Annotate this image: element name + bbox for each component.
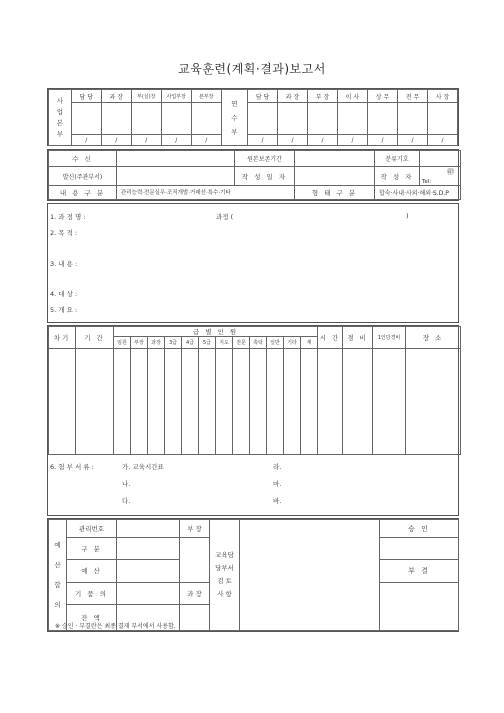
grade-cell[interactable] [250,349,267,455]
grade-col: 과장 [148,337,165,349]
contents-line[interactable]: 3. 내 용 : [50,260,78,268]
signature-cell[interactable] [338,103,368,135]
grade-cell[interactable] [301,349,318,455]
signature-cell[interactable] [278,103,308,135]
footnote: ※ 승인 · 부결란은 최종 결재 부서에서 사용함. [55,623,176,630]
signature-cell[interactable] [131,103,161,135]
attachment-item[interactable]: 마. [273,480,282,488]
date-cell[interactable]: / [368,135,398,146]
col-header: 부 장 [308,90,338,103]
writer-field[interactable] [420,167,461,185]
grade-cell[interactable] [165,349,182,455]
date-cell[interactable]: / [101,135,131,146]
grade-col: 촉탁 [250,337,267,349]
content-type-label: 내 용 구 분 [49,185,117,199]
review-line: 검 토 [217,577,232,585]
label-char: 의 [54,601,61,609]
target-line[interactable]: 4. 대 상 : [50,290,78,298]
label-char: 수 [231,113,238,122]
place-header: 장 소 [406,327,461,349]
review-line: 교육담 [215,551,234,559]
label-char: 연 [231,99,238,108]
grade-cell[interactable] [131,349,148,455]
attachments-block [47,455,459,516]
signature-cell[interactable] [368,103,398,135]
place-cell[interactable] [406,349,461,455]
col-header: 사 장 [427,90,457,103]
date-cell[interactable]: / [71,135,101,146]
grade-col: 일반 [267,337,284,349]
hours-header: 시 간 [318,327,343,349]
signature-cell[interactable] [161,103,191,135]
grade-cell[interactable] [114,349,131,455]
grade-col: 지도 [216,337,233,349]
attachments-label: 6. 첨 부 서 류 : [50,463,94,471]
sender-label: 발신(주관부서) [49,167,117,185]
budget-side-label [49,520,67,631]
grade-col: 3급 [165,337,182,349]
grade-table [47,325,459,455]
approval-left-label [49,90,72,146]
date-cell[interactable]: / [338,135,368,146]
grade-cell[interactable] [216,349,233,455]
dept-head-label: 부 장 [180,520,210,538]
signature-cell[interactable] [308,103,338,135]
dept-head-sign[interactable] [180,538,210,582]
grade-col: 기타 [284,337,301,349]
review-line: 사 항 [217,590,232,598]
grade-cell[interactable] [182,349,199,455]
course-name-mid[interactable]: 과정 ( [216,213,234,221]
review-field[interactable] [240,520,380,631]
cost-cell[interactable] [343,349,373,455]
recipient-label: 수 신 [49,151,117,167]
budget-row-field[interactable] [117,520,180,538]
approval-right-label [221,90,247,146]
signature-cell[interactable] [398,103,428,135]
date-cell[interactable]: / [248,135,278,146]
grade-col: 계 [301,337,318,349]
grade-cell[interactable] [267,349,284,455]
section-head-label: 과 장 [180,582,210,604]
signature-cell[interactable] [191,103,221,135]
document-title: 교육훈련(계획·결과)보고서 [178,62,326,76]
attachment-item[interactable]: 바. [273,497,282,505]
attachment-item[interactable]: 나. [122,480,131,488]
col-header: 상 무 [368,90,398,103]
grade-col: 전문 [233,337,250,349]
class-field[interactable] [420,151,461,167]
attachment-item[interactable]: 다. [122,497,131,505]
col-header: 전 무 [398,90,428,103]
date-field[interactable] [295,167,375,185]
review-line: 당부서 [215,564,234,572]
date-cell[interactable]: / [398,135,428,146]
overview-line[interactable]: 5. 개 요 : [50,306,78,314]
recipient-field[interactable] [117,151,235,167]
label-char: 본 [56,118,64,127]
date-label: 작 성 일 자 [235,167,295,185]
label-char: 사 [56,96,64,105]
budget-block [47,518,459,632]
section-head-sign[interactable] [180,604,210,630]
label-char: 예 [54,541,61,549]
budget-row-field[interactable] [117,538,180,560]
col-header: 과 장 [101,90,131,103]
period-header: 기 간 [76,327,114,349]
form-type-value[interactable]: 합숙·사내·사외·해외·S.D.P [375,185,461,199]
info-block [47,149,459,201]
seal-icon: ㊞ [447,168,454,177]
approve-field[interactable] [380,538,459,560]
class-label: 분류기호 [375,151,420,167]
grade-cell[interactable] [199,349,216,455]
signature-cell[interactable] [71,103,101,135]
label-char: 합 [54,581,61,589]
purpose-line[interactable]: 2. 목 적 : [50,229,78,237]
date-cell[interactable]: / [161,135,191,146]
approval-block [47,88,459,146]
grade-col: 부장 [131,337,148,349]
budget-row-label: 기 품 의 [67,582,117,604]
col-header: 본부장 [191,90,221,103]
col-header: 과 장 [278,90,308,103]
label-char: 산 [54,561,61,569]
per-person-cell[interactable] [373,349,406,455]
date-cell[interactable]: / [427,135,457,146]
course-name-end: ) [406,212,409,220]
retention-field[interactable] [295,151,375,167]
hours-cell[interactable] [318,349,343,455]
signature-cell[interactable] [101,103,131,135]
approve-label: 승 인 [380,520,459,538]
round-cell[interactable] [49,349,76,455]
budget-row-label: 잔 액 [67,604,117,630]
sender-field[interactable] [117,167,235,185]
date-cell[interactable]: / [131,135,161,146]
period-cell[interactable] [76,349,114,455]
col-header: 사업부장 [161,90,191,103]
budget-row-field[interactable] [117,560,180,582]
reject-label: 부 결 [380,560,459,582]
cost-header: 경 비 [343,327,373,349]
budget-row-field[interactable] [117,582,180,604]
col-header: 이 사 [338,90,368,103]
grade-cell[interactable] [148,349,165,455]
review-label [210,520,240,631]
grade-col: 임원 [114,337,131,349]
content-type-value[interactable]: 관리능력·전문실무·조직개발·거래선·특수·기타 [117,185,295,199]
budget-row-label: 구 분 [67,538,117,560]
reject-field[interactable] [380,582,459,630]
form-type-label: 형 태 구 분 [295,185,375,199]
budget-row-label: 예 산 [67,560,117,582]
signature-cell[interactable] [427,103,457,135]
grade-header: 급 별 인 원 [114,327,318,337]
body-block [47,203,459,323]
attachment-item[interactable]: 가. 교육시간표 [122,463,164,471]
grade-col: 5급 [199,337,216,349]
attachment-item[interactable]: 라. [273,463,282,471]
label-char: 부 [231,127,238,136]
grade-cell[interactable] [233,349,250,455]
col-header: 담 당 [71,90,101,103]
round-header: 차기 [49,327,76,349]
grade-cell[interactable] [284,349,301,455]
label-char: 부 [56,129,64,138]
label-char: 업 [56,107,64,116]
writer-label: 작 성 자 [375,167,420,185]
date-cell[interactable]: / [278,135,308,146]
grade-col: 4급 [182,337,199,349]
col-header: 부(실)장 [131,90,161,103]
retention-label: 원본보존기간 [235,151,295,167]
date-cell[interactable]: / [191,135,221,146]
date-cell[interactable]: / [308,135,338,146]
tel-label: Tel: [422,178,432,185]
signature-cell[interactable] [248,103,278,135]
course-name-line: 1. 과 정 명 : [50,213,86,221]
budget-row-label: 관리번호 [67,520,117,538]
per-person-header: 1인당경비 [373,327,406,349]
col-header: 담 당 [248,90,278,103]
